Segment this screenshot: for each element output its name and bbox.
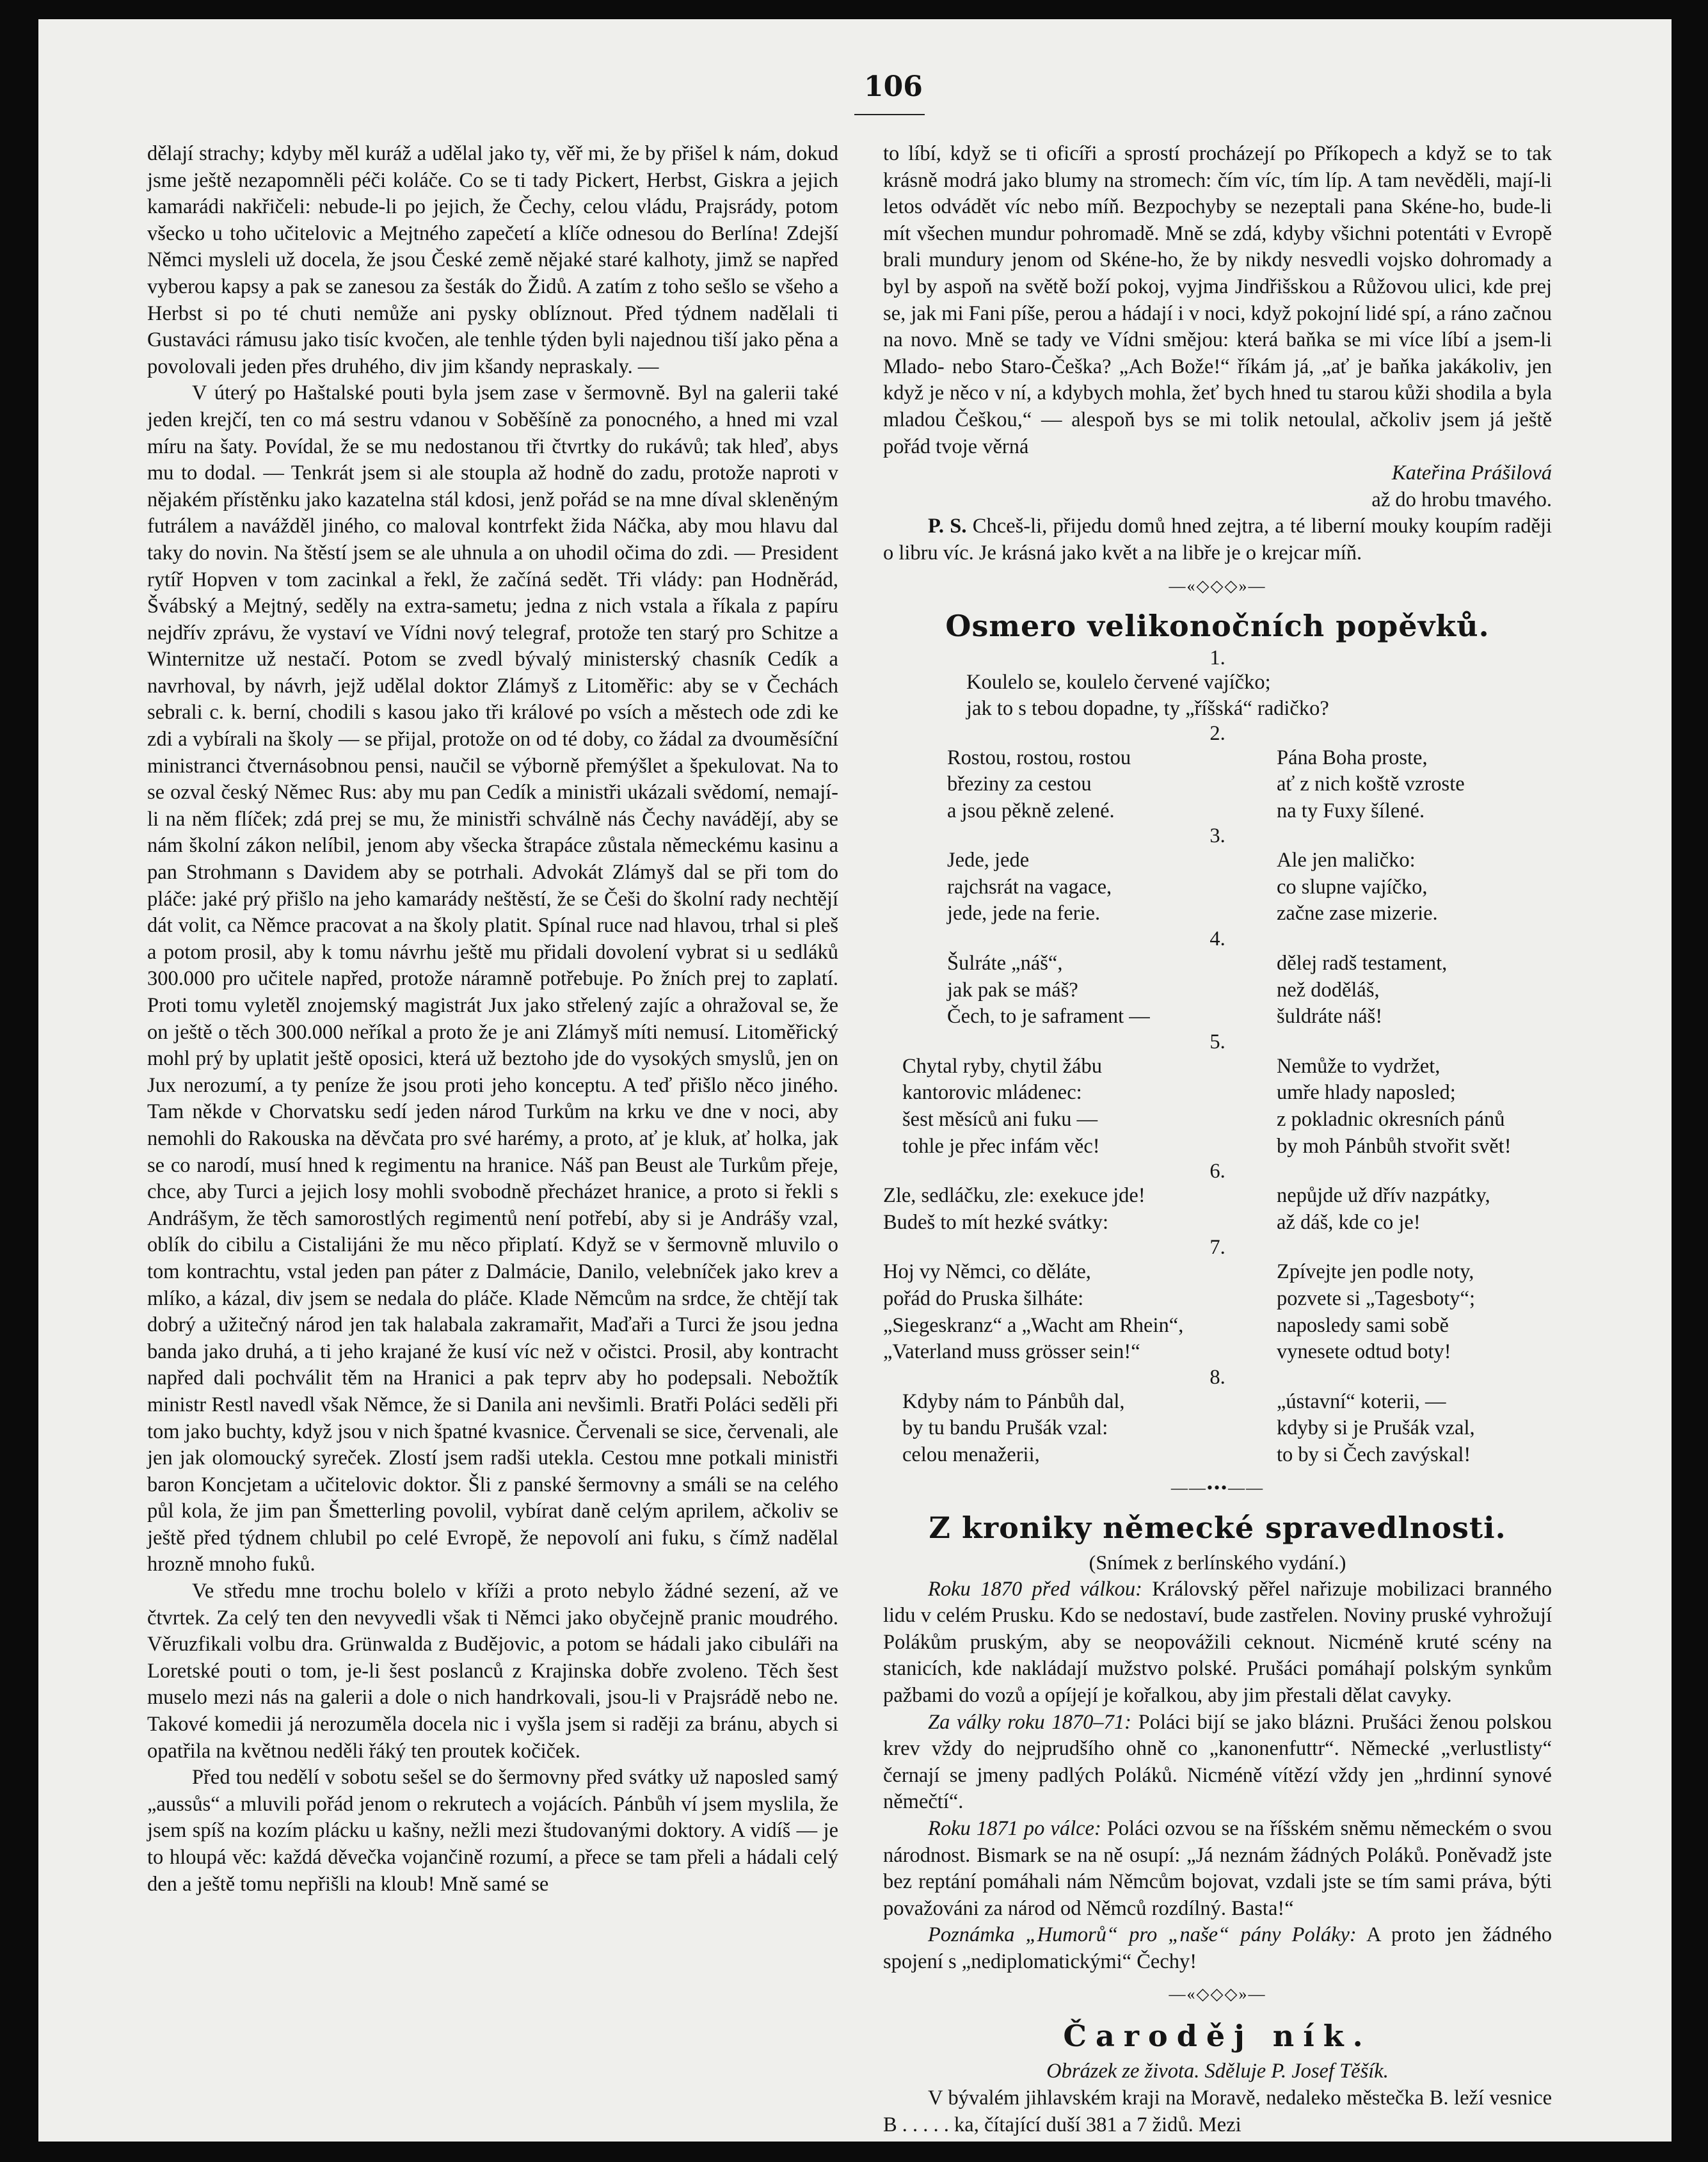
poem-line: Pána Boha proste, [1277, 746, 1428, 769]
poem-6 [883, 1183, 1552, 1236]
carodejnik-subtitle: Obrázek ze života. Sděluje P. Josef Těšík. [1046, 2060, 1389, 2083]
poem-line: kdyby si je Prušák vzal, [1277, 1416, 1475, 1440]
poem-line: „ústavní“ koterii, — [1277, 1389, 1446, 1413]
poem-line: celou menažerii, [902, 1443, 1040, 1466]
left-paragraph-1: dělají strachy; kdyby měl kuráž a udělal jako ty, věř mi, že by přišel k nám, dokud jsme ještě nezapomněli péči koláče. Co se ti tady Pickert, Herbst, Giskra a jejich kamarádi nakřičeli: nebude-li po jejich, že Čechy, celou vládu, Prajsrády, potom všecko u toho učitelovic a Mejtného zapečetí a klíče odnesou do Berlína! Zdejší Němci mysleli už docela, že jsou České země nějaké staré kalhoty, jimž se napřed vyberou kapsy a pak se zanesou za šesták do Židů. A zatím z toho sešlo se všeho a Herbst si po té chuti nemůže ani pysky oblíznout. Před týdnem nadělali ti Gustaváci rámusu jako tisíc kvočen, ale tenhle týden byli najednou tiší jako pěna a povolovali jeden přes druhého, div jim kšandy nepraskaly. — [147, 142, 838, 378]
kronika-text: A proto jen žádného spojení s „nediplomatickými“ Čechy! [883, 1923, 1552, 1973]
poem-line: Chytal ryby, chytil žábu [902, 1054, 1102, 1078]
poem-8 [883, 1389, 1552, 1469]
kronika-title: Z kroniky německé spravedlnosti. [929, 1510, 1506, 1545]
letter-ending: to líbí, když se ti oficíři a sprostí procházejí po Příkopech a když se to tak krásně modrá jako blumy na stromech: čím víc, tím líp. A tam nevěděli, mají-li letos odvádět víc nebo míň. Bezpochyby se nezeptali pana Skéne-ho, bude-li mít všechen mundur pohromadě. Mně se zdá, kdyby všichni potentáti v Evropě brali mundury jenom od Skéne-ho, že by nikdy nesvedli vojsko dohromady a byl by aspoň na světě boží pokoj, vyjma Jindřišskou a Růžovou ulici, kde prej se, jak mi Fani píše, perou a hádají i v noci, když pokojní lidé spí, a ráno začnou na novo. Mně se tady ve Vídni smějou: která baňka se mi více líbí a jsem-li Mlado- nebo Staro-Češka? „Ach Bože!“ říkám já, „ať je baňka jakákoliv, jen když je něco v ní, a kdybych mohla, žeť bych hned tu starou kůži shodila a byla mladou Češkou,“ — alespoň bys se mi tolik netoulal, ačkoliv jsem já ještě pořád tvoje věrná [883, 142, 1552, 458]
poem-line: by moh Pánbůh stvořit svět! [1277, 1134, 1512, 1158]
poem-line: Šulráte „náš“, [947, 952, 1063, 975]
kronika-lead: Za války roku 1870–71: [928, 1710, 1131, 1734]
kronika-paragraph-3 [883, 1816, 1552, 1922]
header-rule [854, 114, 925, 115]
kronika-lead: Poznámka „Humorů“ pro „naše“ pány Poláky: [928, 1923, 1357, 1947]
poem-1 [883, 669, 1552, 722]
poem-number: 5. [1209, 1030, 1225, 1053]
kronika-text: Královský pěřel nařizuje mobilizaci branného lidu v celém Prusku. Kdo se nedostaví, bude zastřelen. Noviny pruské vyhrožují Polákům pruským, aby se neopovážili ceknout. Nicméně kruté scény na stanicích, kde nakládají mužstvo polské. Prušáci pomáhají polským synkům pažbami do vozů a opíjejí je kořalkou, aby jim přestali dělat cavyky. [883, 1577, 1552, 1707]
poem-line: „Vaterland muss grösser sein!“ [883, 1340, 1140, 1364]
poem-number: 7. [1209, 1236, 1225, 1260]
poem-line: Nemůže to vydržet, [1277, 1054, 1441, 1078]
poem-line: Budeš to mít hezké svátky: [883, 1210, 1109, 1234]
poem-line: Rostou, rostou, rostou [947, 746, 1131, 769]
poem-number: 4. [1209, 927, 1225, 951]
poem-number: 6. [1209, 1160, 1225, 1183]
poem-2 [883, 745, 1552, 825]
postscript-label: P. S. [928, 515, 967, 538]
poem-line: až dáš, kde co je! [1277, 1210, 1421, 1234]
poem-line: rajchsrát na vagace, [947, 875, 1112, 899]
left-paragraph-3: Ve středu mne trochu bolelo v kříži a proto nebylo žádné sezení, až ve čtvrtek. Za celý ten den nevyvedli však ti Němci jako obyčejně pranic moudrého. Věruzfikali volbu dra. Grünwalda z Budějovic, a potom se hádali jako cibuláři na Loretské pouti o tom, je-li šest poslanců z Krajinska dobře zvoleno. Těch šest muselo mezi nás na galerii a dole o nich handrkovali, jsou-li v Prajsrádě nebo ne. Takové komedii já nerozuměla docela nic i vyšla jsem si raději za bránu, abych si opatřila na květnou neděli řáký ten proutek kočiček. [147, 1580, 838, 1763]
carodejnik-title: Čaroděj ník. [1063, 2019, 1372, 2054]
poem-line: dělej radš testament, [1277, 952, 1448, 975]
poem-line: šest měsíců ani fuku — [902, 1108, 1098, 1132]
poem-line: pořád do Pruska šilháte: [883, 1287, 1084, 1310]
kronika-lead: Roku 1870 před válkou: [928, 1577, 1142, 1601]
poem-line: Čech, to je saframent — [947, 1005, 1150, 1029]
poem-line: Koulelo se, koulelo červené vajíčko; [966, 670, 1271, 694]
left-column [147, 141, 838, 1898]
poem-line: vynesete odtud boty! [1277, 1340, 1451, 1364]
poem-number: 8. [1209, 1365, 1225, 1389]
poem-4 [883, 950, 1552, 1030]
poem-line: začne zase mizerie. [1277, 902, 1438, 925]
kronika-paragraph-1 [883, 1576, 1552, 1710]
poem-line: „Siegeskranz“ a „Wacht am Rhein“, [883, 1313, 1184, 1337]
left-paragraph-2: V úterý po Haštalské pouti byla jsem zase v šermovně. Byl na galerii také jeden krejčí, ten co má sestru vdanou v Soběšíně za ponocného, a hned mi vzal míru na šaty. Povídal, že se mu nedostanou tři čtvrtky do rukávů; tak hleď, abys mu to dodal. — Tenkrát jsem si ale stoupla až hodně do zadu, protože naproti v nějakém přístěnku jako kazatelna stál kdosi, jenž pořád se na mne díval skleněným futrálem a navážděl jiného, co maloval kontrfekt žida Náčka, aby mou hlavu dal taky do novin. Na štěstí jsem se ale uhnula a on uhodil očima do zdi. — President rytíř Hopven v tom zacinkal a řekl, že začíná sedět. Tři vlády: pan Hodněrád, Švábský a Mejtný, seděly na extra-sametu; jedna z nich vstala a říkala z papíru nejdřív zprávu, že vystaví ve Vídni nový telegraf, protože ten starý pro Schitze a Winternitze už nestačí. Potom se zvedl bývalý ministerský chasník Cedík a navrhoval, by návrh, jejž udělal doktor Zlámyš z Litoměřic: aby se v Čechách sebrali c. k. berní, chodili s kasou jako tři králové po vsích a městech ode zdi ke zdi a vybírali na školy — se přijal, protože on od té doby, co žádal za dvouměsíční ministranci čtvernásobnou pensi, naučil se výborně přemýšlet a špekulovat. Na to se ozval český Němec Rus: aby mu pan Cedík a ministři ukázali svědomí, nemají-li na něm flíček; zdá prej se mu, že ministři schválně nás Čechy navádějí, aby se nám školní zákon nelíbil, jenom aby všecka štrapáce zůstala německému kasinu a pan Strohmann s Davidem aby se potrhali. Advokát Zlámyš dal se při tom do pláče: jaké prý přišlo na jeho kamarády neštěstí, že se Češi do školní rady nechtějí dát volit, ca Němce pracovat a na školy platit. Spínal ruce nad hlavou, trhal si pleš a potom prosil, aby k tomu návrhu ještě mu přidali dovolení vybrat si u sedláků 300.000 pro učitele napřed, protože náramně potřebuje. Po žních prej to zaplatí. Proti tomu vyletěl znojemský magistrát Jux jako střelený zajíc a ohražoval se, že on ještě o těch 300.000 neříkal a proto že je ani Zlámyš míti nemusí. Litoměřický mohl prý by uplatit ještě oposici, která už beztoho jde do vysokých smyslů, jen on Jux nerozumí, a ty peníze že jsou proti jeho konceptu. A teď přišlo něco jiného. Tam někde v Chorvatsku sedí jeden národ Turkům na krku ve dne v noci, aby nemohli do Rakouska na děvčata pro své harémy, a proto, ať je kluk, ať holka, jak se co narodí, musí hned k regimentu na hranice. Náš pan Beust ale Turkům přeje, chce, aby Turci a jejich losy mohli svobodně přecházet hranice, a proto si řekli s Andrášym, že těch samorostlých regimentů není potřebí, aby si je Andrášy vzal, oblík do cibilu a Cistalijáni že mu něco připlatí. Když se v šermovně mluvilo o tom kontrachtu, vstal jeden pan páter z Dalmácie, Danilo, velebníček jako krev a mlíko, a kázal, div jsem se nedala do pláče. Klade Němcům na srdce, že chtějí tak dobrý a užitečný národ jen tak halabala zakramařit, Maďaři a Turci že jsou jedna banda jako druhá, a ti jeho krajané že kusí víc než v očistci. Prosil, aby kontracht napřed dali pochválit těm na Hranici a pak teprv aby ho podepsali. Nebožtík ministr Restl navedl však Němce, že si Danila ani nevšimli. Bratři Poláci seděli při tom jako buchty, když jsou v nich špatné kvasnice. Červenali se sice, červenali, ale jen jak olomoucký syreček. Zlostí jsem radši utekla. Cestou mne potkali ministři baron Koncjetam a učitelovic doktor. Šli z panské šermovny a smáli se na celého půl kola, že jim pan Šmetterling povolil, vybírat daně celým aprilem, ačkoliv se ještě před týdnem chlubil po celé Evropě, že nepovolí ani fuku, s čímž nadělal hrozně mnoho fuků. [147, 381, 838, 1576]
right-column [883, 141, 1552, 2138]
poem-line: z pokladnic okresních pánů [1277, 1108, 1505, 1132]
poem-line: než doděláš, [1277, 978, 1380, 1002]
kronika-text: Poláci bijí se jako blázni. Prušáci ženou polskou krev vždy do nejprudšího ohně co „kanonenfuttr“. Německé „verlustlisty“ černají se jmeny padlých Poláků. Nicméně vítězí vždy jen „hrdinní synové němečtí“. [883, 1710, 1552, 1814]
kronika-paragraph-4 [883, 1922, 1552, 1975]
poem-line: Zpívejte jen podle noty, [1277, 1260, 1474, 1284]
poem-number: 3. [1209, 824, 1225, 848]
newspaper-page [38, 19, 1672, 2142]
signature-line: až do hrobu tmavého. [1371, 488, 1552, 511]
signature-name: Kateřina Prášilová [1391, 461, 1552, 485]
poem-line: ať z nich koště vzroste [1277, 773, 1465, 796]
poems-title: Osmero velikonočních popěvků. [945, 608, 1490, 643]
poem-line: Jede, jede [947, 849, 1030, 872]
poem-line: by tu bandu Prušák vzal: [902, 1416, 1108, 1440]
poem-line: naposledy sami sobě [1277, 1313, 1449, 1337]
left-paragraph-4: Před tou nedělí v sobotu sešel se do šermovny před svátky už naposled samý „aussůs“ a mluvili pořád jenom o rekrutech a vojácích. Pánbůh ví jsem myslila, že jsem spíš na kozím plácku u kašny, nežli mezi študovanými doktory. A vidíš — je to hloupá věc: každá děvečka vojančině rozumí, a přece se tam přeli a hádali celý den a ještě tomu nepřišli na kloub! Mně samé se [147, 1766, 838, 1896]
poem-line: Kdyby nám to Pánbůh dal, [902, 1389, 1125, 1413]
kronika-paragraph-2 [883, 1710, 1552, 1816]
ornament-divider: —«◇◇◇»— [1169, 576, 1266, 595]
carodejnik-paragraph: V bývalém jihlavském kraji na Moravě, nedaleko městečka B. leží vesnice B . . . . . ka, čítající duší 381 a 7 židů. Mezi [883, 2086, 1552, 2136]
poem-line: nepůjde už dřív nazpátky, [1277, 1184, 1490, 1208]
page-number: 106 [864, 70, 923, 103]
poem-line: jede, jede na ferie. [947, 902, 1101, 925]
poem-line: březiny za cestou [947, 773, 1092, 796]
poem-line: umře hlady naposled; [1277, 1081, 1456, 1105]
postscript-text: Chceš-li, přijedu domů hned zejtra, a té liberní mouky koupím raději o libru víc. Je krásná jako květ a na libře je o krejcar míň. [883, 515, 1552, 565]
poem-line: Ale jen maličko: [1277, 849, 1416, 872]
poem-7 [883, 1259, 1552, 1365]
ornament-divider: ——•••—— [1170, 1478, 1265, 1497]
poem-line: kantorovic mládenec: [902, 1081, 1082, 1105]
poem-line: a jsou pěkně zelené. [947, 799, 1115, 822]
poem-5 [883, 1053, 1552, 1160]
poem-line: pozvete si „Tagesboty“; [1277, 1287, 1475, 1310]
kronika-lead: Roku 1871 po válce: [928, 1816, 1101, 1840]
poem-line: tohle je přec infám věc! [902, 1134, 1100, 1158]
poem-line: co slupne vajíčko, [1277, 875, 1428, 899]
poem-number: 2. [1209, 721, 1225, 745]
ornament-divider: —«◇◇◇»— [1169, 1985, 1266, 2004]
poem-line: jak pak se máš? [947, 978, 1078, 1002]
poem-3 [883, 847, 1552, 927]
poem-line: na ty Fuxy šílené. [1277, 799, 1425, 822]
poem-line: Hoj vy Němci, co děláte, [883, 1260, 1091, 1284]
postscript [883, 513, 1552, 566]
poem-line: Zle, sedláčku, zle: exekuce jde! [883, 1184, 1145, 1208]
kronika-subtitle: (Snímek z berlínského vydání.) [1089, 1550, 1346, 1574]
poem-line: šuldráte náš! [1277, 1005, 1383, 1029]
poem-line: jak to s tebou dopadne, ty „říšská“ radičko? [966, 696, 1329, 720]
poem-number: 1. [1209, 646, 1225, 669]
kronika-text: Poláci ozvou se na říšském sněmu německém o svou národnost. Bismark se na ně osupí: „Já neznám žádných Poláků. Poněvadž jste bez reptání pomáhali nám Němcům bojovat, vzdali jste se tím sami práva, býti považováni za národ od Němců rozdílný. Basta!“ [883, 1816, 1552, 1920]
poem-line: to by si Čech zavýskal! [1277, 1443, 1471, 1466]
